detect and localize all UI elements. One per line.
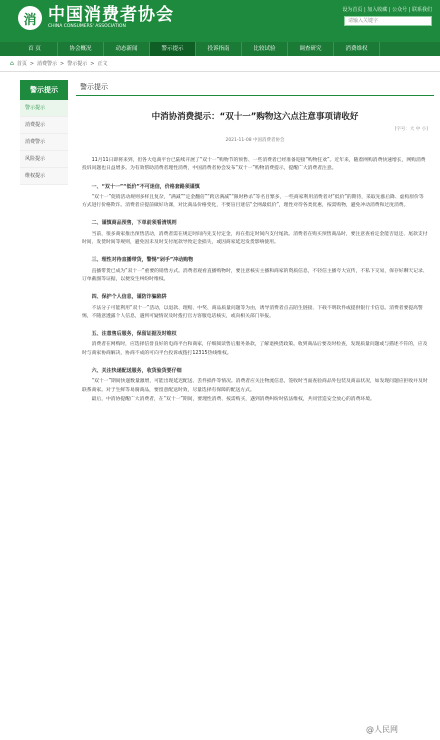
sidebar-item[interactable]: 维权提示 [20,168,68,185]
watermark: @人民网 [366,725,398,734]
sidebar [20,80,68,405]
article-body [76,157,434,404]
article-heading: 六、关注快递配送服务，收货验货要仔细 [91,368,182,375]
breadcrumb: ⌂ 首页 > 消费警示 > 警示提示 > 正文 [0,56,440,72]
article-paragraph: “双十一”促销活动规则多样且复杂，“满减”“定金翻倍”“跨店满减”“限时秒杀”等名目繁多，一些商家利用消费者对“低价”的期待，采取先涨后降、虚构原价等方式进行价格欺诈。消费者应提前做好功课，对比商品价格变化，不要盲目迷信“全网最低价”，理性对待各类优惠，按需购物，避免冲动消费和过度消费。 [82,194,424,209]
nav-item-complaints[interactable]: 投诉指南 [196,42,242,56]
nav-item-news[interactable]: 动态新闻 [104,42,150,56]
sidebar-item[interactable]: 警示提示 [20,100,68,117]
main-nav [0,42,440,56]
top-links[interactable]: 设为首页 | 加入收藏 | 公众号 | 联系我们 [342,7,432,13]
section-title: 警示提示 [76,80,434,96]
site-header [0,0,440,42]
article-heading: 三、理性对待直播带货，警惕“剁手”冲动购物 [91,257,194,264]
main-content [76,80,434,405]
article-heading: 一、“双十一”“低价”不可迷信，价格套路须谨慎 [91,183,200,190]
article-title: 中消协消费提示：“双十一”购物这六点注意事项请收好 [151,112,359,122]
search-input[interactable]: 请输入关键字 [344,16,432,26]
site-logo[interactable] [18,6,174,30]
article-paragraph: 直播带货已成为“双十一”重要的销售方式。消费者观看直播购物时，要注意核实主播和商家的资质信息，不轻信主播夸大宣传，不私下交易，保存好聊天记录、订单截图等证据，以便发生纠纷时维权。 [82,268,428,282]
article-paragraph: 最后，中消协提醒广大消费者，在“双十一”期间，要理性消费、按需购买，遇到消费纠纷时依法维权，共同营造安全放心的消费环境。 [91,396,375,402]
nav-item-tests[interactable]: 比较试验 [242,42,288,56]
sidebar-item[interactable]: 消费提示 [20,117,68,134]
article-paragraph: 当前，很多商家推出预售活动，消费者需在规定时间内先支付定金，再在指定时间内支付尾款。消费者在购买预售商品时，要注意查看定金能否退还、尾款支付时间、发货时间等规则，避免因未及时支付尾款导致定金损失，或因商家延迟发货影响使用。 [82,231,428,246]
sidebar-title: 警示提示 [20,80,68,100]
nav-item-about[interactable]: 协会概况 [58,42,104,56]
article-paragraph: 消费者在网购时，应选择信誉良好的电商平台和商家，仔细阅读售后服务条款，了解退换货政策。收到商品后要及时检查，发现质量问题或与描述不符的，应及时与商家协商解决，协商不成的可向平台投诉或拨打12315热线维权。 [82,342,428,356]
site-title: 中国消费者协会 [48,5,174,25]
nav-item-research[interactable]: 调查研究 [288,42,334,56]
font-size-control[interactable]: [字号：大 中 小] [394,127,428,132]
nav-item-rights[interactable]: 消费维权 [334,42,380,56]
article-paragraph: “双十一”期间快递数量激增，可能出现延迟配送、丢件损件等情况。消费者应关注物流信息，签收时当面查验商品外包装及商品状况，如发现问题应拒收并及时联系商家。对于生鲜等易腐商品，要留意配送时效，尽量选择有保障的配送方式。 [82,379,428,393]
breadcrumb-item: 正文 [97,60,108,67]
article-heading: 四、保护个人信息，谨防诈骗陷阱 [91,294,167,301]
article-paragraph: 11月11日即将来到，但各大电商平台已陆续开展了“双十一”购物节的预售、一些消费者已经准备迎接“购物狂欢”。近年来，随着网购消费快速增长，网购消费投诉问题也日益增多。为有效帮助消费者理性消费，中国消费者协会发布“双十一”购物消费提示，提醒广大消费者注意。 [82,158,426,172]
home-icon[interactable]: ⌂ [10,59,14,67]
article-heading: 五、注意售后服务，保留证据及时维权 [91,331,177,338]
article-paragraph: 不法分子可能利用“双十一”活动，以退款、理赔、中奖、商品质量问题等为由，诱导消费者点击陌生链接、下载不明软件或提供银行卡信息。消费者要提高警惕，不随意透露个人信息，遇到可疑情况及时拨打官方客服电话核实，或向相关部门举报。 [82,305,423,319]
sidebar-item[interactable]: 风险提示 [20,151,68,168]
sidebar-item[interactable]: 消费警示 [20,134,68,151]
breadcrumb-item[interactable]: 消费警示 [37,60,58,67]
article-heading: 二、谨慎商品预售，下单前须看清规则 [91,220,177,227]
breadcrumb-item[interactable]: 警示提示 [67,60,88,67]
logo-emblem-icon: 消 [18,6,42,30]
site-subtitle: CHINA CONSUMERS' ASSOCIATION [48,24,126,29]
nav-item-home[interactable]: 首 页 [12,42,58,56]
breadcrumb-item[interactable]: 首页 [16,60,27,67]
nav-item-warnings[interactable]: 警示提示 [150,42,196,56]
article-date: 2021-11-08 中国消费者协会 [225,138,285,143]
